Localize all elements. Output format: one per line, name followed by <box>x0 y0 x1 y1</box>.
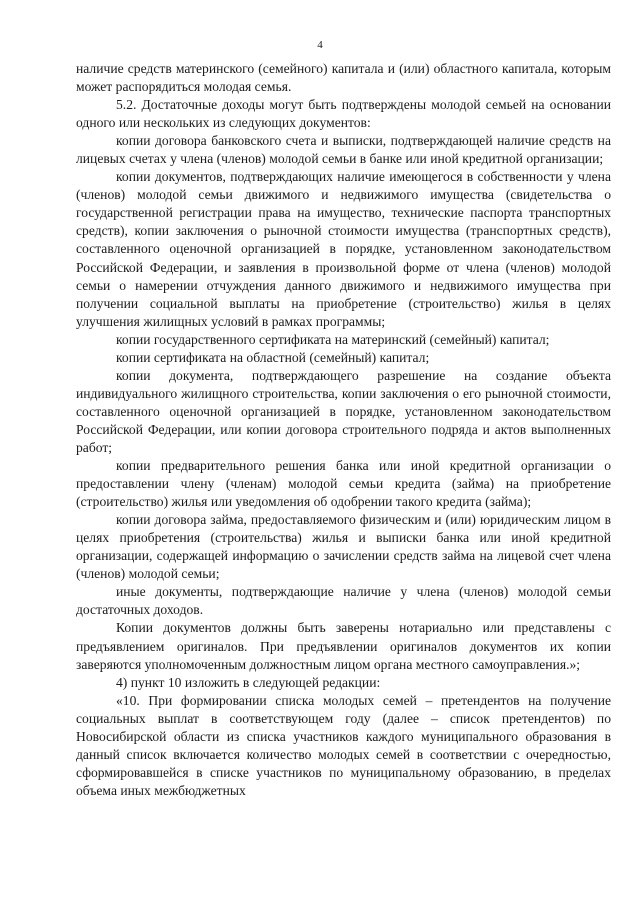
paragraph: 5.2. Достаточные доходы могут быть подтверждены молодой семьей на основании одного или нескольких из следующих документов: <box>76 97 611 131</box>
paragraph: копии договора займа, предоставляемого физическим и (или) юридическим лицом в целях приобретения (строительства) жилья и выписки банка или иной кредитной организации, содержащей информацию о зачислении средств займа на лицевой счет члена (членов) молодой семьи; <box>76 512 611 582</box>
page-number: 4 <box>317 39 323 51</box>
paragraph: наличие средств материнского (семейного) капитала и (или) областного капитала, которым может распорядиться молодая семья. <box>76 61 611 95</box>
paragraph: копии договора банковского счета и выписки, подтверждающей наличие средств на лицевых счетах у члена (членов) молодой семьи в банке или иной кредитной организации; <box>76 133 611 167</box>
paragraph: копии документа, подтверждающего разрешение на создание объекта индивидуального жилищного строительства, копии заключения о его рыночной стоимости, составленного оценочной организацией в порядке, установленном законодательством Российской Федерации, или копии договора строительного подряда и актов выполненных работ; <box>76 367 611 455</box>
document-body <box>76 60 611 800</box>
paragraph: копии сертификата на областной (семейный) капитал; <box>116 349 430 365</box>
paragraph: копии предварительного решения банка или иной кредитной организации о предоставлении члену (членам) молодой семьи кредита (займа) на приобретение (строительство) жилья или уведомления об одобрении такого кредита (займа); <box>76 458 611 510</box>
paragraph: копии государственного сертификата на материнский (семейный) капитал; <box>116 331 550 347</box>
paragraph: Копии документов должны быть заверены нотариально или представлены с предъявлением оригиналов. При предъявлении оригиналов документов их копии заверяются уполномоченным должностным лицом органа местного самоуправления.»; <box>76 620 611 672</box>
paragraph: копии документов, подтверждающих наличие имеющегося в собственности у члена (членов) молодой семьи движимого и недвижимого имущества (свидетельства о государственной регистрации права на имущество, технические паспорта транспортных средств), копии заключения о рыночной стоимости имущества (транспортных средств), составленного оценочной организацией в порядке, установленном законодательством Российской Федерации, и заявления в произвольной форме от члена (членов) молодой семьи о намерении отчуждения данного движимого и недвижимого имущества при получении социальной выплаты на приобретение (строительство) жилья в целях улучшения жилищных условий в рамках программы; <box>76 169 611 329</box>
paragraph: «10. При формировании списка молодых семей – претендентов на получение социальных выплат в соответствующем году (далее – список претендентов) по Новосибирской области из списка участников каждого муниципального образования в данный список включается количество молодых семей в соответствии с очередностью, сформировавшейся в списке участников по муниципальному образованию, в пределах объема иных межбюджетных <box>76 692 611 798</box>
paragraph: иные документы, подтверждающие наличие у члена (членов) молодой семьи достаточных доходов. <box>76 584 611 618</box>
paragraph: 4) пункт 10 изложить в следующей редакции: <box>116 674 381 690</box>
